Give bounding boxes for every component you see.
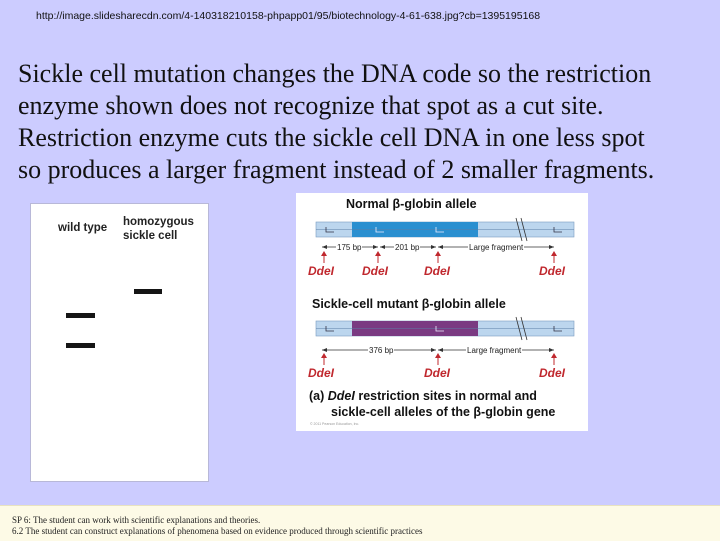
normal-large-fragment: Large fragment bbox=[469, 243, 524, 252]
copyright-text: © 2011 Pearson Education, Inc. bbox=[310, 422, 360, 426]
mutant-large-fragment: Large fragment bbox=[467, 346, 522, 355]
restriction-diagram bbox=[296, 193, 588, 431]
ddei-site-label: DdeI bbox=[539, 264, 566, 278]
gel-band-wildtype-lower bbox=[66, 343, 95, 348]
gel-band-sickle bbox=[134, 289, 162, 294]
normal-fragment-201: 201 bp bbox=[395, 243, 420, 252]
figure-caption-line1 bbox=[309, 388, 537, 404]
ddei-site-label: DdeI bbox=[539, 366, 566, 380]
caption-line1-rest: restriction sites in normal and bbox=[358, 389, 537, 403]
mutant-allele-title: Sickle-cell mutant β-globin allele bbox=[312, 297, 506, 311]
wild-type-label: wild type bbox=[58, 222, 108, 234]
ddei-site-label: DdeI bbox=[424, 366, 451, 380]
main-text-line: enzyme shown does not recognize that spot as a cut site. bbox=[18, 91, 604, 120]
footer bbox=[0, 505, 720, 541]
main-text-line: Sickle cell mutation changes the DNA code so the restriction bbox=[18, 59, 652, 88]
footer-line1: SP 6: The student can work with scientific explanations and theories. bbox=[12, 515, 261, 525]
main-text-line: Restriction enzyme cuts the sickle cell DNA in one less spot bbox=[18, 123, 645, 152]
ddei-site-label: DdeI bbox=[424, 264, 451, 278]
footer-line2: 6.2 The student can construct explanations of phenomena based on evidence produced through scientific practices bbox=[12, 526, 423, 536]
source-url: http://image.slidesharecdn.com/4-140318210158-phpapp01/95/biotechnology-4-61-638.jpg?cb=1395195168 bbox=[36, 10, 541, 22]
homozygous-label: homozygous bbox=[123, 216, 194, 228]
ddei-site-label: DdeI bbox=[308, 264, 335, 278]
normal-allele-title: Normal β-globin allele bbox=[346, 197, 477, 211]
mutant-fragment-376: 376 bp bbox=[369, 346, 394, 355]
mutant-allele-strand bbox=[316, 317, 574, 365]
normal-fragment-175: 175 bp bbox=[337, 243, 362, 252]
main-text bbox=[18, 58, 718, 186]
main-text-line: so produces a larger fragment instead of 2 smaller fragments. bbox=[18, 155, 655, 184]
ddei-site-label: DdeI bbox=[362, 264, 389, 278]
sickle-cell-label: sickle cell bbox=[123, 230, 178, 242]
gel-band-wildtype-upper bbox=[66, 313, 95, 318]
caption-label: (a) bbox=[309, 389, 325, 403]
normal-allele-strand bbox=[316, 218, 574, 263]
figure-caption-line2: sickle-cell alleles of the β-globin gene bbox=[331, 405, 556, 419]
ddei-site-label: DdeI bbox=[308, 366, 335, 380]
gel-image bbox=[30, 203, 209, 482]
caption-enzyme: DdeI bbox=[327, 389, 355, 403]
